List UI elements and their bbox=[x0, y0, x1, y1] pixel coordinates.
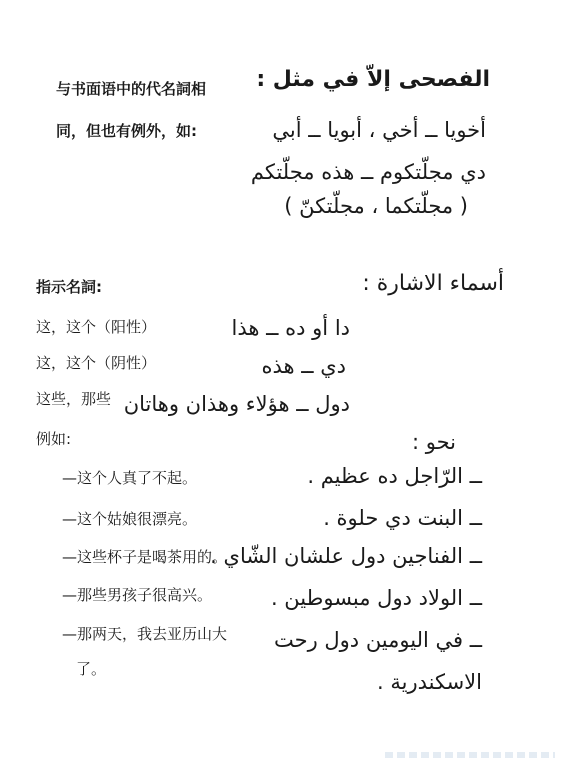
example-ar-5: ــ في اليومين دول رحت bbox=[273, 628, 482, 652]
ar-example-line-2: دي مجلّتكوم ــ هذه مجلّتكم bbox=[250, 160, 486, 184]
ar-header-line: الفصحى إلاّ في مثل : bbox=[256, 67, 490, 92]
example-ar-4: ــ الولاد دول مبسوطين . bbox=[270, 586, 482, 610]
example-cn-4: —那些男孩子很高兴。 bbox=[62, 586, 213, 604]
cn-text-line-1: 与书面语中的代名詞相 bbox=[56, 80, 207, 98]
demonstrative-ar-3: دول ــ هؤلاء وهذان وهاتان bbox=[123, 392, 350, 416]
ar-example-line-1: أخويا ــ أخي ، أبويا ــ أبي bbox=[272, 118, 486, 142]
demonstrative-ar-1: دا أو ده ــ هذا bbox=[231, 316, 350, 340]
example-ar-1: ــ الرّاجل ده عظيم . bbox=[307, 464, 482, 488]
example-cn-3: —这些杯子是喝茶用的。 bbox=[62, 548, 228, 566]
example-cn-2: —这个姑娘很漂亮。 bbox=[62, 510, 198, 528]
demonstrative-cn-2: 这，这个（阴性） bbox=[36, 354, 157, 372]
example-cn-5: —那两天，我去亚历山大 bbox=[62, 625, 228, 643]
demonstrative-cn-1: 这，这个（阳性） bbox=[36, 318, 157, 336]
demonstrative-cn-3: 这些，那些 bbox=[36, 390, 112, 408]
section-title-ar: أسماء الاشارة : bbox=[362, 271, 504, 296]
example-cn-5-continued: 了。 bbox=[76, 660, 107, 678]
section-title-cn: 指示名詞: bbox=[36, 278, 102, 296]
example-ar-3: ــ الفناجين دول علشان الشّاي . bbox=[210, 544, 482, 568]
scan-watermark bbox=[385, 752, 555, 758]
demonstrative-ar-2: دي ــ هذه bbox=[261, 354, 346, 378]
example-label-ar: نحو : bbox=[412, 430, 456, 454]
example-label-cn: 例如: bbox=[36, 430, 72, 448]
example-ar-2: ــ البنت دي حلوة . bbox=[323, 506, 482, 530]
ar-example-line-3: ( مجلّتكما ، مجلّتكنّ ) bbox=[284, 194, 468, 218]
example-cn-1: —这个人真了不起。 bbox=[62, 469, 198, 487]
example-ar-5-continued: الاسكندرية . bbox=[377, 670, 482, 694]
cn-text-line-2: 同，但也有例外，如: bbox=[56, 122, 197, 140]
